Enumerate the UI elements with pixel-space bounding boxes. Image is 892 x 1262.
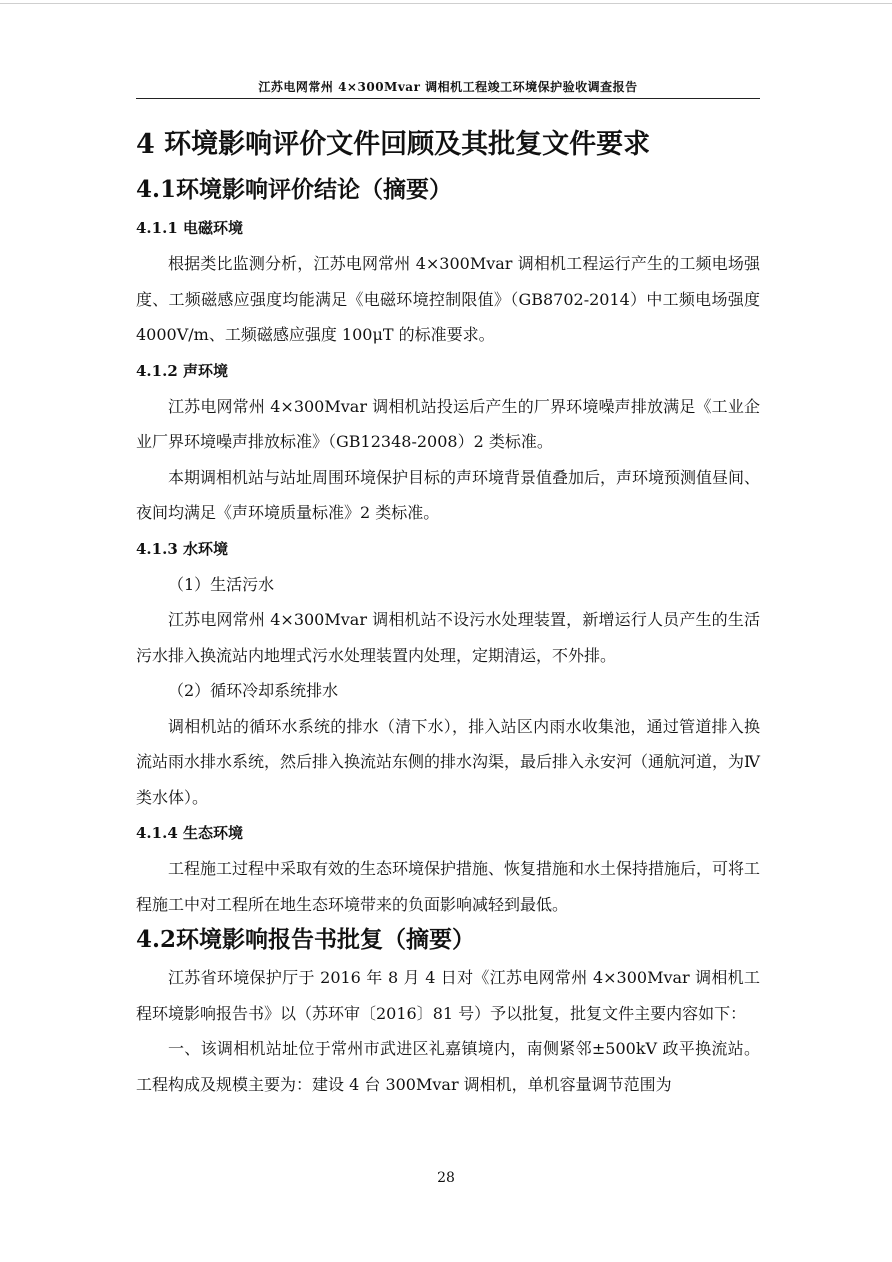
top-edge-line bbox=[0, 3, 892, 4]
subsection-4-1-4-title: 4.1.4 生态环境 bbox=[136, 824, 243, 842]
paragraph: 调相机站的循环水系统的排水（清下水），排入站区内雨水收集池，通过管道排入换流站雨水排水系统，然后排入换流站东侧的排水沟渠，最后排入永安河（通航河道，为Ⅳ类水体）。 bbox=[136, 716, 760, 807]
section-4-1-title: 4.1环境影响评价结论（摘要） bbox=[136, 176, 453, 203]
paragraph: 工程施工过程中采取有效的生态环境保护措施、恢复措施和水土保持措施后，可将工程施工中对工程所在地生态环境带来的负面影响减轻到最低。 bbox=[136, 859, 761, 914]
subsection-4-1-3-title: 4.1.3 水环境 bbox=[136, 539, 228, 558]
section-4-2-title: 4.2环境影响报告书批复（摘要） bbox=[136, 926, 476, 953]
paragraph: 一、该调相机站址位于常州市武进区礼嘉镇境内，南侧紧邻±500kV 政平换流站。工程构成及规模主要为：建设 4 台 300Mvar 调相机，单机容量调节范围为 bbox=[136, 1039, 760, 1094]
list-heading: （1）生活污水 bbox=[168, 574, 275, 594]
page-content bbox=[136, 124, 760, 1102]
chapter-title: 4 环境影响评价文件回顾及其批复文件要求 bbox=[136, 129, 651, 160]
page-number: 28 bbox=[437, 1170, 455, 1186]
paragraph: 本期调相机站与站址周围环境保护目标的声环境背景值叠加后，声环境预测值昼间、夜间均满足《声环境质量标准》2 类标准。 bbox=[136, 467, 761, 522]
list-heading: （2）循环冷却系统排水 bbox=[168, 681, 339, 700]
paragraph: 江苏电网常州 4×300Mvar 调相机站投运后产生的厂界环境噪声排放满足《工业企业厂界环境噪声排放标准》（GB12348-2008）2 类标准。 bbox=[136, 396, 760, 451]
paragraph: 根据类比监测分析，江苏电网常州 4×300Mvar 调相机工程运行产生的工频电场强度、工频磁感应强度均能满足《电磁环境控制限值》（GB8702-2014）中工频电场强度 4000V/m、工频磁感应强度 100μT 的标准要求。 bbox=[136, 254, 760, 344]
running-header: 江苏电网常州 4×300Mvar 调相机工程竣工环境保护验收调查报告 bbox=[258, 80, 638, 94]
header-rule bbox=[136, 98, 760, 99]
subsection-4-1-1-title: 4.1.1 电磁环境 bbox=[136, 219, 243, 237]
paragraph: 江苏省环境保护厅于 2016 年 8 月 4 日对《江苏电网常州 4×300Mvar 调相机工程环境影响报告书》以（苏环审〔2016〕81 号）予以批复，批复文件主要内容如下： bbox=[136, 968, 760, 1023]
subsection-4-1-2-title: 4.1.2 声环境 bbox=[136, 361, 228, 380]
paragraph: 江苏电网常州 4×300Mvar 调相机站不设污水处理装置，新增运行人员产生的生活污水排入换流站内地埋式污水处理装置内处理，定期清运，不外排。 bbox=[136, 610, 760, 665]
